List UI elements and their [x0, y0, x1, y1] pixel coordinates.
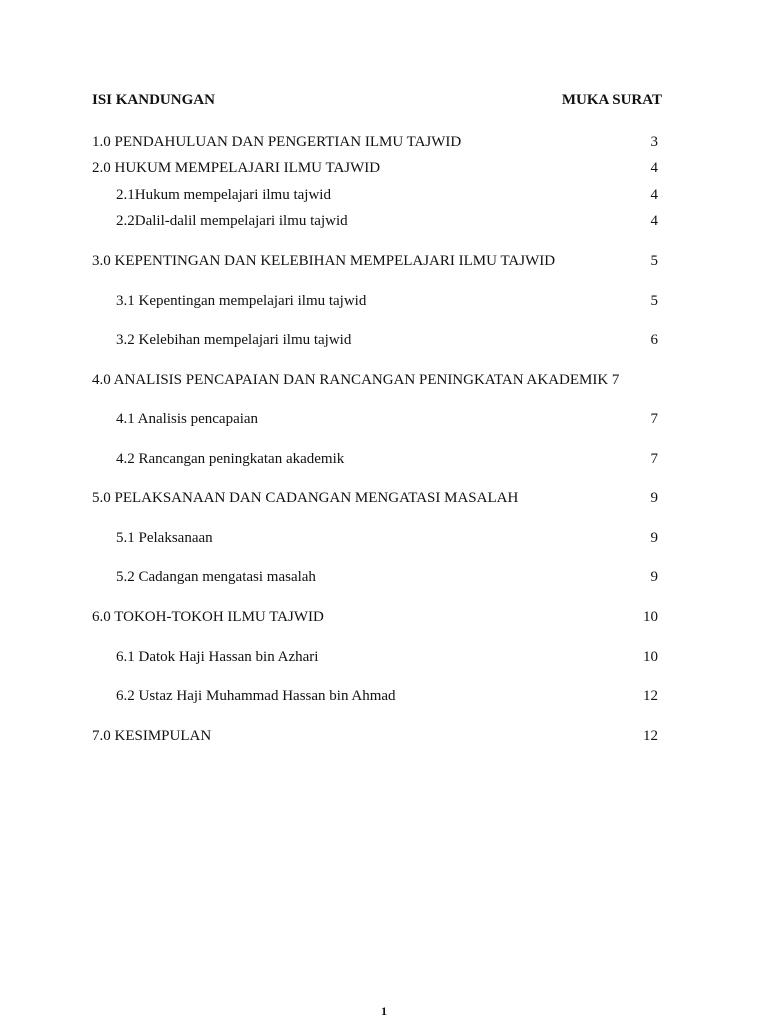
toc-entry-title: 2.0 HUKUM MEMPELAJARI ILMU TAJWID [92, 160, 381, 176]
toc-entry-title: 1.0 PENDAHULUAN DAN PENGERTIAN ILMU TAJWID [92, 134, 462, 150]
toc-entry-7-0 [92, 725, 658, 747]
toc-entry-2-0 [92, 157, 658, 179]
toc-entry-page: 7 [650, 411, 658, 427]
toc-entry-3-1 [92, 290, 658, 312]
toc-entry-2-1 [92, 184, 658, 206]
page-number: 1 [381, 1004, 387, 1018]
toc-title: ISI KANDUNGAN [92, 92, 215, 108]
toc-entry-title: 6.0 TOKOH-TOKOH ILMU TAJWID [92, 609, 324, 625]
toc-entry-6-1 [92, 646, 658, 668]
toc-entry-title: 5.2 Cadangan mengatasi masalah [116, 569, 316, 585]
toc-entry-5-1 [92, 527, 658, 549]
toc-entry-title: 4.2 Rancangan peningkatan akademik [116, 451, 345, 467]
toc-entry-title: 5.1 Pelaksanaan [116, 530, 213, 546]
toc-entry-page: 4 [650, 213, 658, 229]
toc-entry-4-1 [92, 408, 658, 430]
toc-entry-4-2 [92, 448, 658, 470]
toc-entry-page: 3 [650, 134, 658, 150]
toc-entry-page: 5 [650, 253, 658, 269]
toc-entry-5-2 [92, 566, 658, 588]
toc-entry-page: 12 [643, 728, 658, 744]
toc-entry-page: 10 [643, 649, 658, 665]
toc-entry-page: 4 [650, 187, 658, 203]
toc-entry-page: 7 [650, 451, 658, 467]
toc-entry-title: 3.1 Kepentingan mempelajari ilmu tajwid [116, 293, 367, 309]
toc-entry-page: 9 [650, 490, 658, 506]
toc-entry-page: 12 [643, 688, 658, 704]
toc-entry-title: 7.0 KESIMPULAN [92, 728, 212, 744]
toc-entry-page: 10 [643, 609, 658, 625]
toc-entry-3-2 [92, 329, 658, 351]
toc-entry-2-2 [92, 210, 658, 232]
toc-entry-title: 3.0 KEPENTINGAN DAN KELEBIHAN MEMPELAJARI ILMU TAJWID [92, 253, 556, 269]
toc-entry-5-0 [92, 487, 658, 509]
toc-entry-page: 6 [650, 332, 658, 348]
toc-entry-title: 2.2Dalil-dalil mempelajari ilmu tajwid [116, 213, 348, 229]
toc-entry-title: 4.1 Analisis pencapaian [116, 411, 259, 427]
toc-entry-title: 3.2 Kelebihan mempelajari ilmu tajwid [116, 332, 352, 348]
toc-entry-page: 9 [650, 569, 658, 585]
toc-entry-title: 5.0 PELAKSANAAN DAN CADANGAN MENGATASI MASALAH [92, 490, 519, 506]
toc-entry-1-0 [92, 131, 658, 153]
page-column-title: MUKA SURAT [561, 92, 662, 108]
toc-entry-page: 4 [650, 160, 658, 176]
toc-entry-title: 6.2 Ustaz Haji Muhammad Hassan bin Ahmad [116, 688, 396, 704]
toc-entry-6-0 [92, 606, 658, 628]
toc-entry-page: 5 [650, 293, 658, 309]
toc-entry-6-2 [92, 685, 658, 707]
toc-entry-title: 4.0 ANALISIS PENCAPAIAN DAN RANCANGAN PENINGKATAN AKADEMIK 7 [92, 372, 620, 388]
toc-entry-page: 9 [650, 530, 658, 546]
toc-header [92, 92, 662, 114]
toc-entry-title: 2.1Hukum mempelajari ilmu tajwid [116, 187, 331, 203]
toc-entry-title: 6.1 Datok Haji Hassan bin Azhari [116, 649, 319, 665]
toc-entry-4-0 [92, 369, 658, 391]
toc-entry-3-0 [92, 250, 658, 272]
